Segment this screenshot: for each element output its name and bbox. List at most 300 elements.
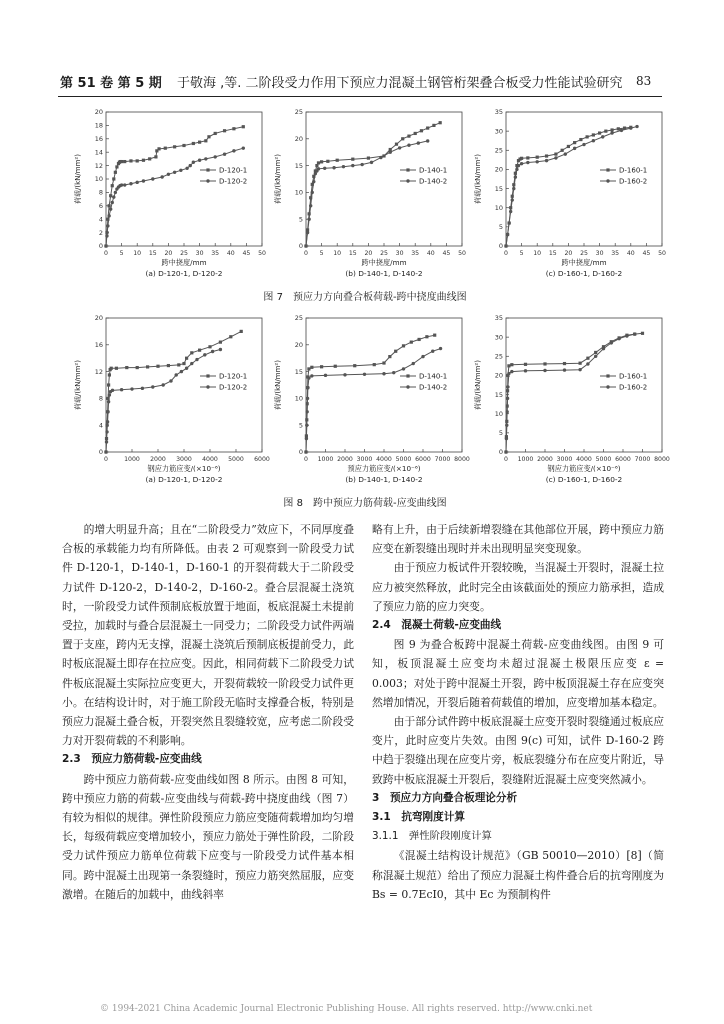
legend-marker	[406, 168, 409, 171]
panel-subcaption: (b) D-140-1, D-140-2	[345, 475, 423, 484]
x-tick-label: 4000	[376, 456, 392, 463]
data-point	[120, 388, 123, 391]
figure-8-caption: 图 8 跨中预应力筋荷载-应变曲线图	[283, 498, 447, 509]
data-point	[421, 355, 424, 358]
x-tick-label: 4000	[576, 456, 592, 463]
series-line-D-160-1	[506, 333, 643, 452]
data-point	[635, 125, 638, 128]
panel-subcaption: (c) D-160-1, D-160-2	[545, 475, 623, 484]
x-tick-label: 4000	[202, 456, 218, 463]
legend-label: D-160-2	[619, 383, 648, 392]
panel-subcaption: (a) D-120-1, D-120-2	[145, 475, 223, 484]
data-point	[373, 363, 376, 366]
data-point	[141, 387, 144, 390]
journal-issue: 第 51 卷 第 5 期	[60, 76, 162, 91]
header-rule	[58, 96, 662, 97]
data-point	[192, 161, 195, 164]
data-point	[506, 385, 509, 388]
data-point	[426, 126, 429, 129]
data-point	[586, 135, 589, 138]
data-point	[320, 160, 323, 163]
paragraph: 《混凝土结构设计规范》（GB 50010—2010）[8]（简称混凝土规范）给出了预应力混凝土构件叠合后的抗弯刚度为 Bs = 0.7EcI0，其中 Ec 为预制构件	[372, 849, 664, 901]
data-point	[389, 151, 392, 154]
data-point	[104, 450, 107, 453]
data-point	[219, 341, 222, 344]
x-tick-label: 40	[226, 250, 235, 257]
data-point	[433, 334, 436, 337]
chart-f7-2	[473, 108, 666, 278]
data-point	[506, 233, 509, 236]
data-point	[567, 145, 570, 148]
data-point	[505, 424, 508, 427]
x-tick-label: 25	[580, 250, 588, 257]
x-tick-label: 50	[258, 250, 266, 257]
legend-marker	[406, 179, 409, 182]
y-tick-label: 18	[94, 121, 103, 130]
data-point	[504, 450, 507, 453]
x-tick-label: 45	[442, 250, 451, 257]
data-point	[214, 132, 217, 135]
data-point	[309, 204, 312, 207]
x-tick-label: 25	[180, 250, 188, 257]
data-point	[601, 135, 604, 138]
x-tick-label: 5	[119, 250, 124, 257]
panel-subcaption: (b) D-140-1, D-140-2	[345, 269, 423, 278]
page-number: 83	[636, 74, 652, 88]
section-heading: 3.1 抗弯刚度计算	[372, 811, 465, 824]
y-axis-label: 荷载/(kN/mm²)	[274, 154, 282, 204]
x-tick-label: 8000	[454, 456, 470, 463]
x-tick-label: 3000	[556, 456, 573, 463]
data-point	[185, 167, 188, 170]
y-tick-label: 30	[494, 127, 503, 136]
data-point	[431, 350, 434, 353]
y-tick-label: 10	[494, 203, 503, 212]
y-tick-label: 25	[294, 108, 303, 117]
legend-label: D-160-1	[619, 166, 648, 175]
section-heading: 3 预应力方向叠合板理论分析	[372, 791, 518, 804]
data-point	[418, 338, 421, 341]
x-tick-label: 6000	[615, 456, 631, 463]
data-point	[629, 126, 632, 129]
y-tick-label: 10	[294, 188, 303, 197]
data-point	[324, 374, 327, 377]
x-tick-label: 0	[304, 456, 308, 463]
data-point	[109, 207, 112, 210]
y-tick-label: 20	[94, 314, 103, 323]
legend-marker	[206, 385, 209, 388]
y-tick-label: 0	[498, 448, 503, 457]
legend-label: D-120-1	[219, 166, 248, 175]
data-point	[515, 168, 518, 171]
data-point	[173, 145, 176, 148]
data-point	[507, 221, 510, 224]
data-point	[189, 164, 192, 167]
data-point	[190, 351, 193, 354]
data-point	[579, 138, 582, 141]
paragraph: 略有上升，由于后续新增裂缝在其他部位开展，跨中预应力筋应变在新裂缝出现时并未出现明显突变现象。	[372, 523, 664, 556]
chart-f7-0	[73, 108, 266, 278]
data-point	[410, 341, 413, 344]
data-point	[307, 218, 310, 221]
data-point	[379, 156, 382, 159]
y-tick-label: 15	[294, 367, 303, 376]
data-point	[311, 191, 314, 194]
data-point	[109, 194, 112, 197]
y-tick-label: 8	[98, 394, 103, 403]
data-point	[310, 366, 313, 369]
data-point	[185, 367, 188, 370]
data-point	[594, 355, 597, 358]
y-tick-label: 5	[298, 215, 303, 224]
data-point	[207, 135, 210, 138]
x-tick-label: 2000	[537, 456, 553, 463]
legend-marker	[606, 374, 609, 377]
data-point	[641, 332, 644, 335]
data-point	[107, 383, 110, 386]
data-point	[110, 367, 113, 370]
data-point	[604, 130, 607, 133]
chart-f8-2	[473, 314, 670, 484]
x-tick-label: 3000	[176, 456, 192, 463]
x-tick-label: 2000	[150, 456, 166, 463]
data-point	[506, 397, 509, 400]
data-point	[112, 195, 115, 198]
data-point	[407, 144, 410, 147]
data-point	[136, 366, 139, 369]
data-point	[123, 183, 126, 186]
x-tick-label: 6000	[254, 456, 270, 463]
x-tick-label: 6000	[415, 456, 431, 463]
data-point	[586, 357, 589, 360]
data-point	[142, 179, 145, 182]
legend-label: D-140-1	[419, 166, 448, 175]
data-point	[310, 374, 313, 377]
data-point	[592, 139, 595, 142]
data-point	[598, 131, 601, 134]
panel-subcaption: (a) D-120-1, D-120-2	[145, 269, 223, 278]
data-point	[554, 156, 557, 159]
data-point	[242, 125, 245, 128]
data-point	[510, 363, 513, 366]
data-point	[120, 160, 123, 163]
data-point	[182, 144, 185, 147]
y-tick-label: 4	[98, 215, 103, 224]
legend-label: D-160-1	[619, 372, 648, 381]
data-point	[505, 410, 508, 413]
data-point	[111, 201, 114, 204]
y-tick-label: 6	[98, 202, 103, 210]
legend-marker	[606, 179, 609, 182]
legend-label: D-120-2	[219, 177, 248, 186]
data-point	[107, 214, 110, 217]
y-tick-label: 5	[498, 429, 503, 438]
data-point	[517, 164, 520, 167]
data-point	[543, 369, 546, 372]
data-point	[162, 383, 165, 386]
y-tick-label: 15	[494, 184, 503, 193]
data-point	[180, 370, 183, 373]
x-tick-label: 8000	[654, 456, 670, 463]
x-tick-label: 5000	[228, 456, 244, 463]
data-point	[114, 171, 117, 174]
x-tick-label: 20	[564, 250, 573, 257]
data-point	[203, 353, 206, 356]
data-point	[334, 365, 337, 368]
data-point	[407, 135, 410, 138]
data-point	[214, 155, 217, 158]
data-point	[211, 350, 214, 353]
data-point	[125, 366, 128, 369]
data-point	[326, 160, 329, 163]
x-tick-label: 1000	[124, 456, 140, 463]
x-tick-label: 35	[211, 250, 220, 257]
data-point	[425, 335, 428, 338]
legend-marker	[606, 385, 609, 388]
legend-marker	[606, 168, 609, 171]
x-tick-label: 5	[519, 250, 524, 257]
y-tick-label: 16	[94, 135, 103, 143]
data-point	[351, 164, 354, 167]
data-point	[232, 127, 235, 130]
data-point	[351, 158, 354, 161]
chart-f8-1	[273, 314, 470, 484]
legend-marker	[406, 385, 409, 388]
data-point	[146, 365, 149, 368]
copyright-footer: © 1994-2021 China Academic Journal Electronic Publishing House. All rights reserved. http://www.cnki.net	[100, 1004, 593, 1014]
x-tick-label: 7000	[434, 456, 451, 463]
section-heading: 2.3 预应力筋荷载-应变曲线	[62, 753, 202, 766]
x-tick-label: 0	[504, 456, 508, 463]
paragraph: 图 9 为叠合板跨中混凝土荷载-应变曲线图。由图 9 可知，板顶混凝土应变均未超过混凝土极限压应变 ε = 0.003；对处于跨中混凝土开裂，跨中板顶混凝土存在应变突然增加情况，开裂后随着荷载值的增加，应变增加基本稳定。	[372, 638, 664, 709]
y-tick-label: 0	[98, 448, 103, 457]
legend-label: D-140-2	[419, 383, 448, 392]
x-axis-label: 钢应力筋应变/(×10⁻⁶)	[547, 464, 621, 473]
data-point	[332, 166, 335, 169]
data-point	[417, 141, 420, 144]
x-tick-label: 1000	[317, 456, 334, 463]
data-point	[105, 440, 108, 443]
data-point	[106, 410, 109, 413]
data-point	[108, 393, 111, 396]
data-point	[524, 369, 527, 372]
data-point	[514, 175, 517, 178]
x-tick-label: 0	[104, 456, 108, 463]
data-point	[382, 372, 385, 375]
data-point	[123, 160, 126, 163]
data-point	[573, 141, 576, 144]
x-tick-label: 0	[504, 250, 508, 257]
legend-marker	[206, 168, 209, 171]
y-axis-label: 荷载/(kN/mm²)	[74, 360, 82, 410]
data-point	[610, 128, 613, 131]
data-point	[305, 437, 308, 440]
data-point	[175, 373, 178, 376]
data-point	[505, 437, 508, 440]
data-point	[229, 335, 232, 338]
x-axis-label: 预应力筋应变/(×10⁻⁶)	[347, 464, 421, 473]
chart-f8-0	[73, 314, 270, 484]
text-column-right	[372, 520, 664, 904]
data-point	[167, 173, 170, 176]
data-point	[536, 160, 539, 163]
data-point	[198, 349, 201, 352]
data-point	[545, 154, 548, 157]
data-point	[594, 351, 597, 354]
paragraph: 由于预应力板试件开裂较晚，当混凝土开裂时，混凝土拉应力被突然释放，此时完全由该截面处的预应力筋承担，造成了预应力筋的应力突变。	[372, 561, 664, 613]
data-point	[190, 362, 193, 365]
x-tick-label: 45	[242, 250, 251, 257]
paragraph: 的增大明显升高；且在“二阶段受力”效应下，不同厚度叠合板的承载能力均有所降低。由表 2 可观察到一阶段受力试件 D-120-1，D-140-1，D-160-1 的开裂荷载大于二阶段受力试件 D-120-2，D-140-2，D-160-2。叠合层混凝土浇筑时，一阶段受力试件预制底板放置于地面，板底混凝土未提前受拉，加载时与叠合层混凝土一同受力；二阶段受力试件两端置于支座，跨内无支撑，混凝土浇筑后预制底板提前受力，此时板底混凝土即存在拉应变。因此，相同荷载下二阶段受力试件板底混凝土实际拉应变更大，开裂荷载较一阶段受力试件更小。在结构设计时，对于施工阶段无临时支撑叠合板，特别是预应力混凝土叠合板，开裂突然且裂缝较宽，应考虑二阶段受力对开裂荷载的不利影响。	[62, 523, 354, 748]
data-point	[223, 153, 226, 156]
data-point	[520, 157, 523, 160]
y-tick-label: 0	[498, 242, 503, 251]
text-column-left	[62, 520, 354, 904]
data-point	[336, 159, 339, 162]
x-tick-label: 40	[426, 250, 435, 257]
data-point	[573, 147, 576, 150]
x-tick-label: 0	[104, 250, 108, 257]
x-tick-label: 5000	[395, 456, 412, 463]
data-point	[579, 362, 582, 365]
data-point	[179, 169, 182, 172]
x-tick-label: 45	[642, 250, 651, 257]
data-point	[402, 367, 405, 370]
data-point	[563, 362, 566, 365]
data-point	[509, 210, 512, 213]
data-point	[420, 129, 423, 132]
legend-marker	[206, 374, 209, 377]
data-point	[507, 364, 510, 367]
data-point	[182, 362, 185, 365]
data-point	[151, 385, 154, 388]
data-point	[602, 347, 605, 350]
data-point	[545, 159, 548, 162]
y-tick-label: 20	[494, 371, 503, 380]
series-line-D-160-2	[506, 334, 635, 452]
data-point	[204, 139, 207, 142]
data-point	[578, 368, 581, 371]
data-point	[306, 386, 309, 389]
x-tick-label: 15	[148, 250, 157, 257]
y-tick-label: 20	[94, 108, 103, 117]
y-tick-label: 0	[298, 448, 303, 457]
data-point	[105, 430, 108, 433]
data-point	[343, 373, 346, 376]
data-point	[167, 364, 170, 367]
x-tick-label: 10	[333, 250, 342, 257]
data-point	[317, 161, 320, 164]
data-point	[520, 162, 523, 165]
data-point	[111, 184, 114, 187]
data-point	[504, 244, 507, 247]
data-point	[106, 224, 109, 227]
x-tick-label: 35	[611, 250, 620, 257]
data-point	[195, 358, 198, 361]
data-point	[610, 341, 613, 344]
data-point	[398, 146, 401, 149]
x-tick-label: 15	[348, 250, 357, 257]
data-point	[426, 139, 429, 142]
data-point	[104, 244, 107, 247]
data-point	[511, 198, 514, 201]
series-line-D-140-1	[306, 335, 435, 452]
data-point	[388, 355, 391, 358]
x-axis-label: 跨中挠度/mm	[361, 258, 407, 267]
data-point	[414, 132, 417, 135]
data-point	[142, 159, 145, 162]
y-axis-label: 荷载/(kN/mm²)	[74, 154, 82, 204]
x-tick-label: 7000	[634, 456, 651, 463]
data-point	[232, 149, 235, 152]
data-point	[563, 368, 566, 371]
data-point	[524, 363, 527, 366]
data-point	[136, 159, 139, 162]
data-point	[353, 364, 356, 367]
data-point	[367, 156, 370, 159]
data-point	[582, 143, 585, 146]
x-tick-label: 30	[195, 250, 204, 257]
data-point	[307, 367, 310, 370]
y-tick-label: 5	[298, 421, 303, 430]
data-point	[392, 371, 395, 374]
x-tick-label: 30	[395, 250, 404, 257]
data-point	[526, 156, 529, 159]
x-tick-label: 10	[533, 250, 542, 257]
data-point	[160, 175, 163, 178]
figure-7-caption: 图 7 预应力方向叠合板荷载-跨中挠度曲线图	[263, 292, 467, 303]
data-point	[620, 129, 623, 132]
data-point	[219, 348, 222, 351]
data-point	[395, 143, 398, 146]
y-tick-label: 25	[494, 352, 503, 361]
x-tick-label: 10	[133, 250, 142, 257]
x-tick-label: 5000	[595, 456, 612, 463]
x-tick-label: 3000	[356, 456, 373, 463]
y-tick-label: 25	[294, 314, 303, 323]
data-point	[432, 124, 435, 127]
data-point	[115, 367, 118, 370]
data-point	[115, 165, 118, 168]
data-point	[402, 344, 405, 347]
data-point	[510, 370, 513, 373]
paragraph: 由于部分试件跨中板底混凝土应变开裂时裂缝通过板底应变片，此时应变片失效。由图 9(c) 可知，试件 D-160-2 跨中趋于裂缝出现在应变片旁，板底裂缝分布在应变片附近，导致跨中板底混凝土开裂后，裂缝附近混凝土应变突然减小。	[372, 715, 664, 786]
y-tick-label: 35	[494, 314, 503, 323]
y-tick-label: 35	[494, 108, 503, 117]
y-tick-label: 16	[94, 341, 103, 349]
series-line-D-120-2	[106, 148, 243, 246]
data-point	[114, 191, 117, 194]
data-point	[554, 153, 557, 156]
y-tick-label: 10	[294, 394, 303, 403]
y-tick-label: 10	[94, 175, 103, 184]
data-point	[617, 127, 620, 130]
x-tick-label: 20	[164, 250, 173, 257]
data-point	[306, 397, 309, 400]
data-point	[157, 147, 160, 150]
x-tick-label: 50	[658, 250, 666, 257]
data-point	[312, 180, 315, 183]
series-line-D-120-1	[106, 127, 243, 246]
y-axis-label: 荷载/(kN/mm²)	[274, 360, 282, 410]
figure-7-charts	[60, 104, 670, 284]
data-point	[360, 163, 363, 166]
legend-marker	[206, 179, 209, 182]
x-tick-label: 1000	[517, 456, 534, 463]
section-heading: 2.4 混凝土荷载-应变曲线	[372, 619, 502, 632]
data-point	[625, 334, 628, 337]
y-tick-label: 15	[294, 161, 303, 170]
